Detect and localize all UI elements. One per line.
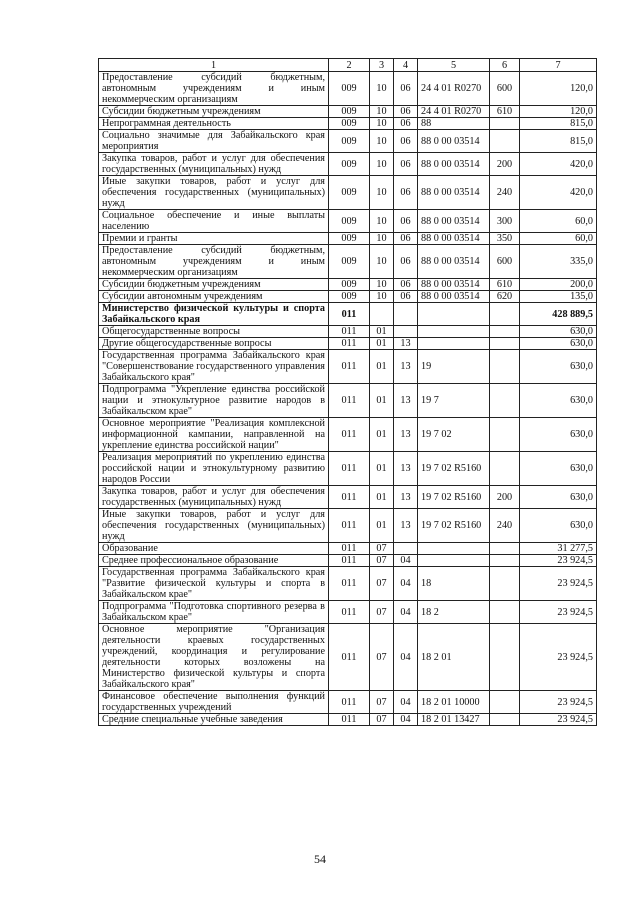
row-target-code: 18 2 (418, 601, 490, 624)
row-name: Подпрограмма "Подготовка спортивного резерва в Забайкальском крае" (99, 601, 329, 624)
row-expense-type: 610 (490, 279, 520, 291)
row-section-code: 01 (370, 384, 394, 418)
row-subsection-code: 04 (394, 691, 418, 714)
row-ministry-code: 009 (329, 118, 370, 130)
table-row (99, 350, 597, 384)
row-expense-type (490, 452, 520, 486)
row-amount: 120,0 (520, 106, 597, 118)
row-subsection-code: 06 (394, 210, 418, 233)
row-amount: 630,0 (520, 486, 597, 509)
row-ministry-code: 009 (329, 279, 370, 291)
row-target-code: 88 0 00 03514 (418, 233, 490, 245)
row-amount: 23 924,5 (520, 555, 597, 567)
row-subsection-code: 13 (394, 338, 418, 350)
table-row (99, 72, 597, 106)
row-ministry-code: 009 (329, 233, 370, 245)
row-target-code: 19 7 02 R5160 (418, 486, 490, 509)
row-expense-type (490, 543, 520, 555)
row-name: Закупка товаров, работ и услуг для обеспечения государственных (муниципальных) нужд (99, 153, 329, 176)
row-expense-type (490, 338, 520, 350)
table-row (99, 452, 597, 486)
row-ministry-code: 011 (329, 486, 370, 509)
row-subsection-code: 06 (394, 118, 418, 130)
row-target-code (418, 303, 490, 326)
row-expense-type (490, 418, 520, 452)
row-expense-type: 240 (490, 509, 520, 543)
row-section-code: 10 (370, 279, 394, 291)
row-section-code: 01 (370, 509, 394, 543)
row-section-code: 10 (370, 291, 394, 303)
row-name: Государственная программа Забайкальского края "Развитие физической культуры и спорта в Забайкальском крае" (99, 567, 329, 601)
row-amount: 23 924,5 (520, 624, 597, 691)
row-expense-type: 300 (490, 210, 520, 233)
row-ministry-code: 011 (329, 509, 370, 543)
row-ministry-code: 009 (329, 176, 370, 210)
row-section-code: 07 (370, 714, 394, 726)
table-row (99, 233, 597, 245)
row-section-code: 10 (370, 176, 394, 210)
row-section-code: 07 (370, 555, 394, 567)
row-name: Основное мероприятие "Реализация комплексной информационной кампании, направленной на укрепление единства российской нации" (99, 418, 329, 452)
row-subsection-code (394, 303, 418, 326)
page-number: 54 (314, 852, 326, 866)
header-col-5: 5 (418, 59, 490, 72)
row-subsection-code: 13 (394, 452, 418, 486)
row-target-code: 18 2 01 10000 (418, 691, 490, 714)
row-section-code: 10 (370, 118, 394, 130)
row-target-code (418, 326, 490, 338)
row-amount: 335,0 (520, 245, 597, 279)
row-section-code: 01 (370, 338, 394, 350)
row-ministry-code: 011 (329, 452, 370, 486)
row-amount: 815,0 (520, 130, 597, 153)
row-target-code: 19 7 02 (418, 418, 490, 452)
row-name: Иные закупки товаров, работ и услуг для обеспечения государственных (муниципальных) нужд (99, 509, 329, 543)
row-ministry-code: 009 (329, 291, 370, 303)
row-target-code: 88 0 00 03514 (418, 291, 490, 303)
table-row (99, 279, 597, 291)
row-section-code: 07 (370, 624, 394, 691)
row-expense-type: 620 (490, 291, 520, 303)
row-ministry-code: 011 (329, 338, 370, 350)
header-col-1: 1 (99, 59, 329, 72)
table-row (99, 714, 597, 726)
table-row (99, 210, 597, 233)
row-name: Иные закупки товаров, работ и услуг для обеспечения государственных (муниципальных) нужд (99, 176, 329, 210)
row-section-code: 01 (370, 350, 394, 384)
row-expense-type (490, 118, 520, 130)
table-row (99, 384, 597, 418)
row-ministry-code: 009 (329, 130, 370, 153)
row-section-code: 10 (370, 106, 394, 118)
row-expense-type: 600 (490, 245, 520, 279)
row-expense-type (490, 555, 520, 567)
header-col-3: 3 (370, 59, 394, 72)
row-subsection-code: 13 (394, 509, 418, 543)
row-ministry-code: 011 (329, 691, 370, 714)
row-target-code: 24 4 01 R0270 (418, 72, 490, 106)
row-section-code: 10 (370, 210, 394, 233)
row-name: Общегосударственные вопросы (99, 326, 329, 338)
table-row (99, 130, 597, 153)
row-expense-type (490, 567, 520, 601)
row-target-code: 19 7 02 R5160 (418, 509, 490, 543)
row-ministry-code: 009 (329, 153, 370, 176)
row-section-code: 10 (370, 72, 394, 106)
row-section-code: 10 (370, 130, 394, 153)
table-row (99, 601, 597, 624)
row-ministry-code: 011 (329, 624, 370, 691)
row-name: Другие общегосударственные вопросы (99, 338, 329, 350)
row-name: Закупка товаров, работ и услуг для обеспечения государственных (муниципальных) нужд (99, 486, 329, 509)
row-amount: 420,0 (520, 153, 597, 176)
row-section-code: 07 (370, 567, 394, 601)
row-expense-type (490, 714, 520, 726)
row-subsection-code: 04 (394, 624, 418, 691)
row-section-code: 10 (370, 233, 394, 245)
row-amount: 120,0 (520, 72, 597, 106)
row-name: Основное мероприятие "Организация деятельности краевых государственных учреждений, координация и регулирование деятельности которых возложены на Министерство физической культуры и спорта Забайкальского края" (99, 624, 329, 691)
header-col-6: 6 (490, 59, 520, 72)
row-target-code: 88 0 00 03514 (418, 153, 490, 176)
row-target-code: 18 2 01 (418, 624, 490, 691)
row-target-code: 19 7 02 R5160 (418, 452, 490, 486)
row-amount: 815,0 (520, 118, 597, 130)
row-target-code (418, 338, 490, 350)
row-subsection-code (394, 543, 418, 555)
row-ministry-code: 011 (329, 418, 370, 452)
table-row (99, 338, 597, 350)
row-amount: 23 924,5 (520, 601, 597, 624)
row-ministry-code: 011 (329, 714, 370, 726)
row-section-code: 10 (370, 245, 394, 279)
row-section-code: 01 (370, 326, 394, 338)
row-ministry-code: 011 (329, 555, 370, 567)
table-row (99, 303, 597, 326)
row-ministry-code: 011 (329, 326, 370, 338)
row-subsection-code: 04 (394, 567, 418, 601)
row-subsection-code: 06 (394, 72, 418, 106)
row-subsection-code: 04 (394, 601, 418, 624)
row-expense-type (490, 130, 520, 153)
row-section-code: 07 (370, 601, 394, 624)
row-name: Субсидии автономным учреждениям (99, 291, 329, 303)
table-row (99, 555, 597, 567)
row-expense-type: 240 (490, 176, 520, 210)
row-amount: 135,0 (520, 291, 597, 303)
row-section-code: 01 (370, 452, 394, 486)
row-name: Образование (99, 543, 329, 555)
row-amount: 630,0 (520, 350, 597, 384)
row-expense-type (490, 691, 520, 714)
table-row (99, 567, 597, 601)
row-expense-type: 350 (490, 233, 520, 245)
table-row (99, 691, 597, 714)
table-row (99, 106, 597, 118)
row-name: Государственная программа Забайкальского края "Совершенствование государственного управления Забайкальского края" (99, 350, 329, 384)
row-subsection-code: 06 (394, 233, 418, 245)
row-expense-type (490, 326, 520, 338)
row-subsection-code (394, 326, 418, 338)
row-amount: 630,0 (520, 384, 597, 418)
row-amount: 630,0 (520, 338, 597, 350)
row-subsection-code: 06 (394, 291, 418, 303)
row-name: Финансовое обеспечение выполнения функций государственных учреждений (99, 691, 329, 714)
row-target-code: 88 0 00 03514 (418, 210, 490, 233)
row-name: Субсидии бюджетным учреждениям (99, 279, 329, 291)
row-ministry-code: 009 (329, 210, 370, 233)
row-name: Подпрограмма "Укрепление единства российской нации и этнокультурное развитие народов в Забайкальском крае" (99, 384, 329, 418)
row-subsection-code: 06 (394, 176, 418, 210)
table-row (99, 418, 597, 452)
row-name: Премии и гранты (99, 233, 329, 245)
table-row (99, 245, 597, 279)
table-row (99, 118, 597, 130)
row-expense-type: 200 (490, 486, 520, 509)
row-target-code: 88 0 00 03514 (418, 130, 490, 153)
row-ministry-code: 009 (329, 245, 370, 279)
row-ministry-code: 011 (329, 350, 370, 384)
row-target-code: 24 4 01 R0270 (418, 106, 490, 118)
row-expense-type (490, 384, 520, 418)
row-expense-type (490, 350, 520, 384)
row-ministry-code: 009 (329, 72, 370, 106)
budget-table (98, 58, 597, 726)
row-name: Непрограммная деятельность (99, 118, 329, 130)
row-expense-type (490, 303, 520, 326)
row-ministry-code: 011 (329, 543, 370, 555)
row-subsection-code: 13 (394, 384, 418, 418)
row-ministry-code: 011 (329, 384, 370, 418)
row-subsection-code: 04 (394, 555, 418, 567)
row-subsection-code: 13 (394, 418, 418, 452)
row-amount: 23 924,5 (520, 691, 597, 714)
row-target-code: 88 0 00 03514 (418, 279, 490, 291)
row-name: Предоставление субсидий бюджетным, автономным учреждениям и иным некоммерческим организациям (99, 72, 329, 106)
table-row (99, 153, 597, 176)
row-target-code: 88 0 00 03514 (418, 245, 490, 279)
row-target-code: 88 (418, 118, 490, 130)
header-row (99, 59, 597, 72)
row-section-code: 07 (370, 543, 394, 555)
row-amount: 23 924,5 (520, 714, 597, 726)
table-row (99, 509, 597, 543)
header-col-4: 4 (394, 59, 418, 72)
row-amount: 630,0 (520, 418, 597, 452)
row-amount: 630,0 (520, 509, 597, 543)
header-col-7: 7 (520, 59, 597, 72)
row-expense-type (490, 601, 520, 624)
row-amount: 200,0 (520, 279, 597, 291)
row-ministry-code: 011 (329, 303, 370, 326)
row-ministry-code: 009 (329, 106, 370, 118)
table-row (99, 486, 597, 509)
row-amount: 420,0 (520, 176, 597, 210)
row-subsection-code: 06 (394, 153, 418, 176)
row-subsection-code: 06 (394, 245, 418, 279)
row-target-code: 19 7 (418, 384, 490, 418)
row-section-code: 01 (370, 418, 394, 452)
row-section-code: 07 (370, 691, 394, 714)
row-section-code (370, 303, 394, 326)
row-name: Предоставление субсидий бюджетным, автономным учреждениям и иным некоммерческим организациям (99, 245, 329, 279)
row-expense-type: 610 (490, 106, 520, 118)
row-expense-type: 200 (490, 153, 520, 176)
table-header (99, 59, 597, 72)
row-subsection-code: 06 (394, 106, 418, 118)
row-subsection-code: 13 (394, 486, 418, 509)
row-expense-type: 600 (490, 72, 520, 106)
header-col-2: 2 (329, 59, 370, 72)
row-name: Среднее профессиональное образование (99, 555, 329, 567)
row-name: Социально значимые для Забайкальского края мероприятия (99, 130, 329, 153)
row-name: Министерство физической культуры и спорта Забайкальского края (99, 303, 329, 326)
row-subsection-code: 06 (394, 279, 418, 291)
table-row (99, 624, 597, 691)
row-expense-type (490, 624, 520, 691)
row-amount: 23 924,5 (520, 567, 597, 601)
row-target-code: 18 (418, 567, 490, 601)
row-target-code (418, 555, 490, 567)
row-name: Реализация мероприятий по укреплению единства российской нации и этнокультурному развитию народов России (99, 452, 329, 486)
row-amount: 60,0 (520, 210, 597, 233)
row-section-code: 10 (370, 153, 394, 176)
row-amount: 60,0 (520, 233, 597, 245)
row-target-code: 18 2 01 13427 (418, 714, 490, 726)
row-subsection-code: 13 (394, 350, 418, 384)
row-target-code: 88 0 00 03514 (418, 176, 490, 210)
row-subsection-code: 04 (394, 714, 418, 726)
row-amount: 630,0 (520, 452, 597, 486)
row-ministry-code: 011 (329, 601, 370, 624)
row-name: Субсидии бюджетным учреждениям (99, 106, 329, 118)
table-row (99, 291, 597, 303)
row-subsection-code: 06 (394, 130, 418, 153)
row-ministry-code: 011 (329, 567, 370, 601)
table-row (99, 326, 597, 338)
table-row (99, 176, 597, 210)
row-name: Средние специальные учебные заведения (99, 714, 329, 726)
row-section-code: 01 (370, 486, 394, 509)
row-target-code (418, 543, 490, 555)
table-body (99, 72, 597, 726)
row-amount: 31 277,5 (520, 543, 597, 555)
table-row (99, 543, 597, 555)
row-amount: 428 889,5 (520, 303, 597, 326)
row-amount: 630,0 (520, 326, 597, 338)
row-target-code: 19 (418, 350, 490, 384)
row-name: Социальное обеспечение и иные выплаты населению (99, 210, 329, 233)
